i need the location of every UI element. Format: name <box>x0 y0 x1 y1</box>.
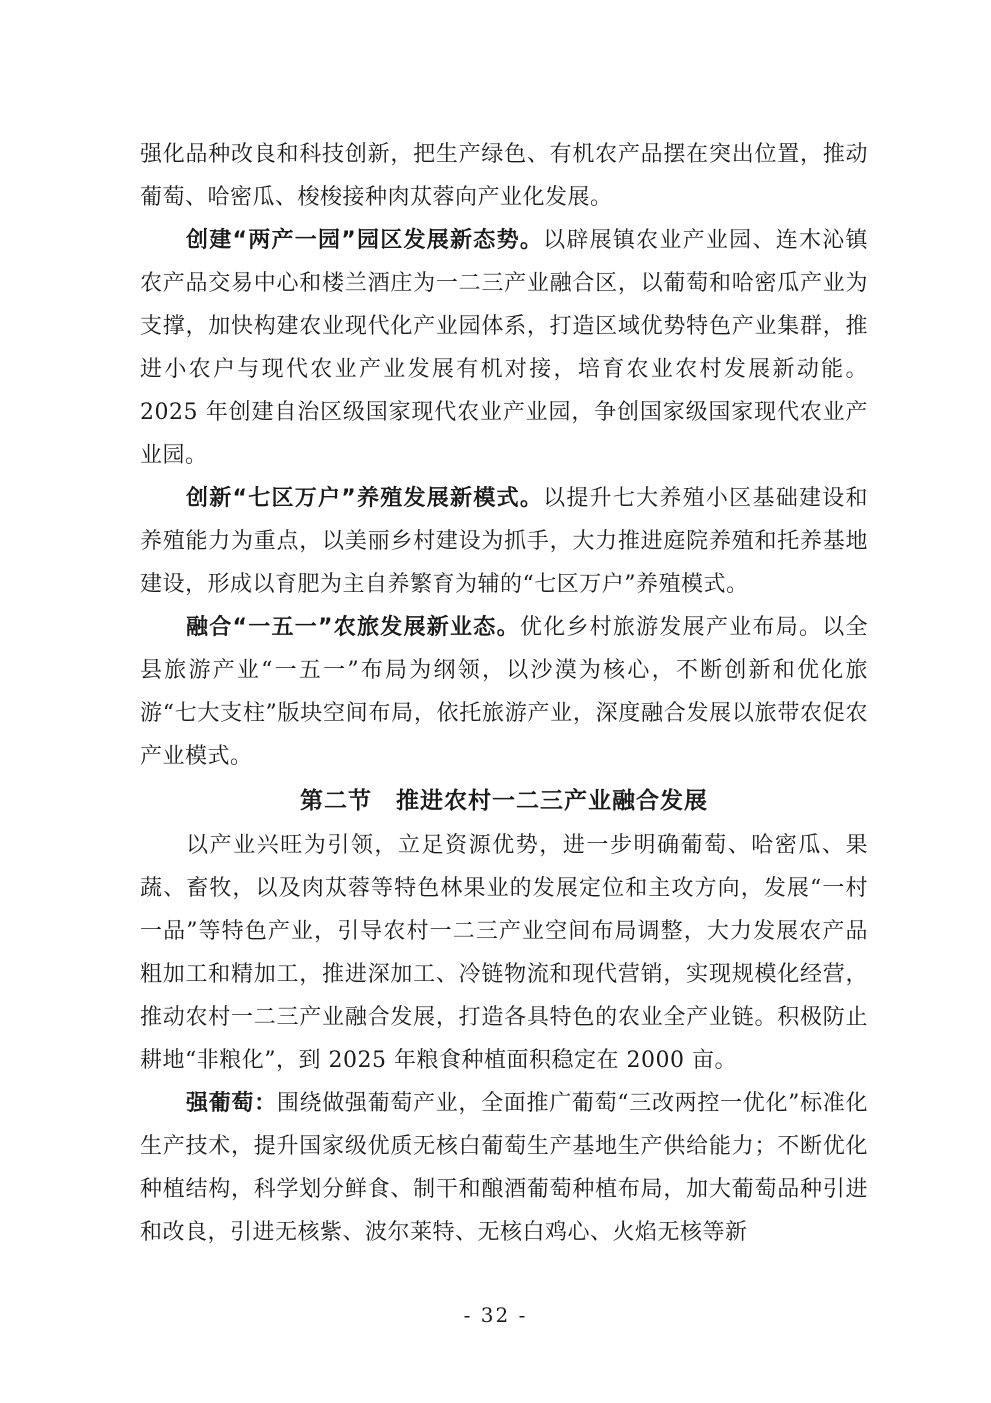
initiative-title-1: 创建“两产一园”园区发展新态势。 <box>186 228 544 253</box>
section-paragraph: 以产业兴旺为引领，立足资源优势，进一步明确葡萄、哈密瓜、果蔬、畜牧，以及肉苁蓉等特色林果业的发展定位和主攻方向，发展“一村一品”等特色产业，引导农村一二三产业空间布局调整，大力发展农产品粗加工和精加工，推进深加工、冷链物流和现代营销，实现规模化经营，推动农村一二三产业融合发展，打造各具特色的农业全产业链。积极防止耕地“非粮化”，到 2025 年粮食种植面积稳定在 2000 亩。 <box>140 833 868 1073</box>
page-content <box>140 133 868 1254</box>
grape-title: 强葡萄： <box>186 1091 277 1116</box>
initiative-body-3: 优化乡村旅游发展产业布局。以全县旅游产业“一五一”布局为纲领，以沙漠为核心，不断创新和优化旅游“七大支柱”版块空间布局，依托旅游产业，深度融合发展以旅带农促农产业模式。 <box>140 615 868 769</box>
initiative-body-1: 以辟展镇农业产业园、连木沁镇农产品交易中心和楼兰酒庄为一二三产业融合区，以葡萄和哈密瓜产业为支撑，加快构建农业现代化产业园体系，打造区域优势特色产业集群，推进小农户与现代农业产业发展有机对接，培育农业农村发展新动能。2025 年创建自治区级国家现代农业产业园，争创国家级国家现代农业产业园。 <box>140 228 868 468</box>
initiative-paragraph-1 <box>140 219 868 477</box>
intro-paragraph: 强化品种改良和科技创新，把生产绿色、有机农产品摆在突出位置，推动葡萄、哈密瓜、梭梭接种肉苁蓉向产业化发展。 <box>140 142 868 210</box>
initiative-body-2: 以提升七大养殖小区基础建设和养殖能力为重点，以美丽乡村建设为抓手，大力推进庭院养殖和托养基地建设，形成以育肥为主自养繁育为辅的“七区万户”养殖模式。 <box>140 486 868 597</box>
grape-paragraph <box>140 1082 868 1254</box>
section-heading: 第二节 推进农村一二三产业融合发展 <box>300 788 708 814</box>
initiative-title-3: 融合“一五一”农旅发展新业态。 <box>186 615 520 640</box>
grape-body: 围绕做强葡萄产业，全面推广葡萄“三改两控一优化”标准化生产技术，提升国家级优质无核白葡萄生产基地生产供给能力；不断优化种植结构，科学划分鲜食、制干和酿酒葡萄种植布局，加大葡萄品种引进和改良，引进无核紫、波尔莱特、无核白鸡心、火焰无核等新 <box>140 1091 868 1245</box>
initiative-paragraph-2 <box>140 477 868 606</box>
initiative-paragraph-3 <box>140 606 868 778</box>
page-number: - 32 - <box>463 1303 528 1327</box>
initiative-title-2: 创新“七区万户”养殖发展新模式。 <box>186 486 544 511</box>
